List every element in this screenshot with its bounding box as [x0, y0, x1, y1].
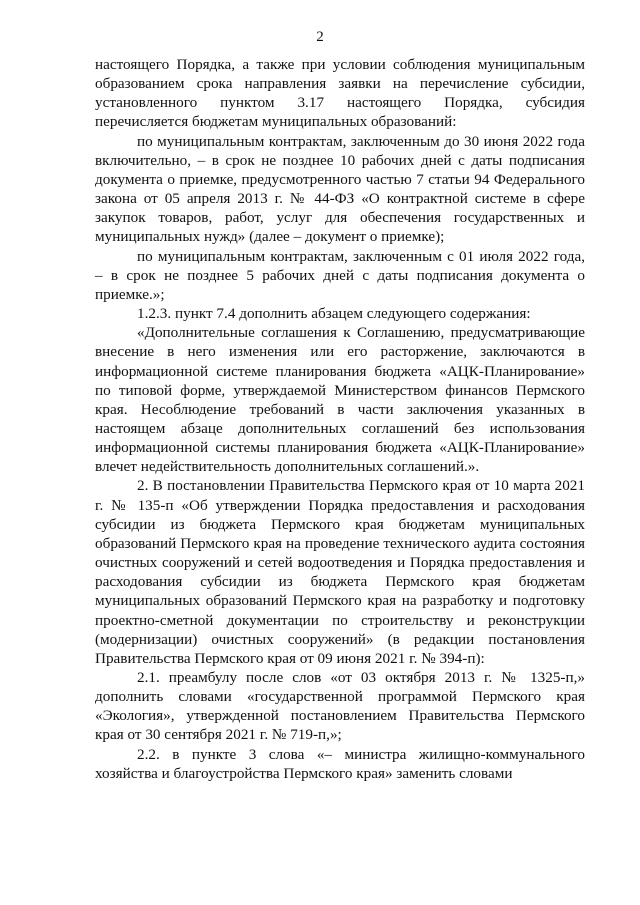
paragraph: по муниципальным контрактам, заключенным с 01 июля 2022 года, – в срок не позднее 5 рабочих дней с даты подписания документа о приемке.»;: [95, 247, 585, 303]
paragraph: настоящего Порядка, а также при условии соблюдения муниципальным образованием срока направления заявки на перечисление субсидии, установленного пунктом 3.17 настоящего Порядка, субсидия перечисляется бюджетам муниципальных образований:: [95, 56, 585, 131]
paragraph: 2.1. преамбулу после слов «от 03 октября 2013 г. № 1325-п,» дополнить словами «государственной программой Пермского края «Экология», утвержденной постановлением Правительства Пермского края от 30 сентября 2021 г. № 719-п,»;: [95, 669, 585, 744]
paragraph: 1.2.3. пункт 7.4 дополнить абзацем следующего содержания:: [137, 305, 531, 323]
paragraph: 2. В постановлении Правительства Пермского края от 10 марта 2021 г. № 135-п «Об утверждении Порядка предоставления и расходования субсидии из бюджета Пермского края бюджетам муниципальных образований Пермского края на проведение технического аудита состояния очистных сооружений и сетей водоотведения и Порядка предоставления и расходования субсидии из бюджета Пермского края бюджетам муниципальных образований Пермского края на разработку и подготовку проектно-сметной документации по строительству и реконструкции (модернизации) очистных сооружений» (в редакции постановления Правительства Пермского края от 09 июня 2021 г. № 394-п):: [95, 477, 585, 667]
page-number: 2: [316, 29, 324, 45]
paragraph: 2.2. в пункте 3 слова «– министра жилищно-коммунального хозяйства и благоустройства Пермского края» заменить словами: [95, 745, 585, 782]
document-body: [95, 55, 585, 783]
paragraph: «Дополнительные соглашения к Соглашению, предусматривающие внесение в него изменения или его расторжение, заключаются в информационной системе планирования бюджета «АЦК-Планирование» по типовой форме, утверждаемой Министерством финансов Пермского края. Несоблюдение требований в части заключения указанных в настоящем абзаце дополнительных соглашений без использования информационной системы планирования бюджета «АЦК-Планирование» влечет недействительность дополнительных соглашений.».: [95, 324, 585, 476]
paragraph: по муниципальным контрактам, заключенным до 30 июня 2022 года включительно, – в срок не позднее 10 рабочих дней с даты подписания документа о приемке, предусмотренного частью 7 статьи 94 Федерального закона от 05 апреля 2013 г. № 44-ФЗ «О контрактной системе в сфере закупок товаров, работ, услуг для обеспечения государственных и муниципальных нужд» (далее – документ о приемке);: [95, 132, 585, 246]
